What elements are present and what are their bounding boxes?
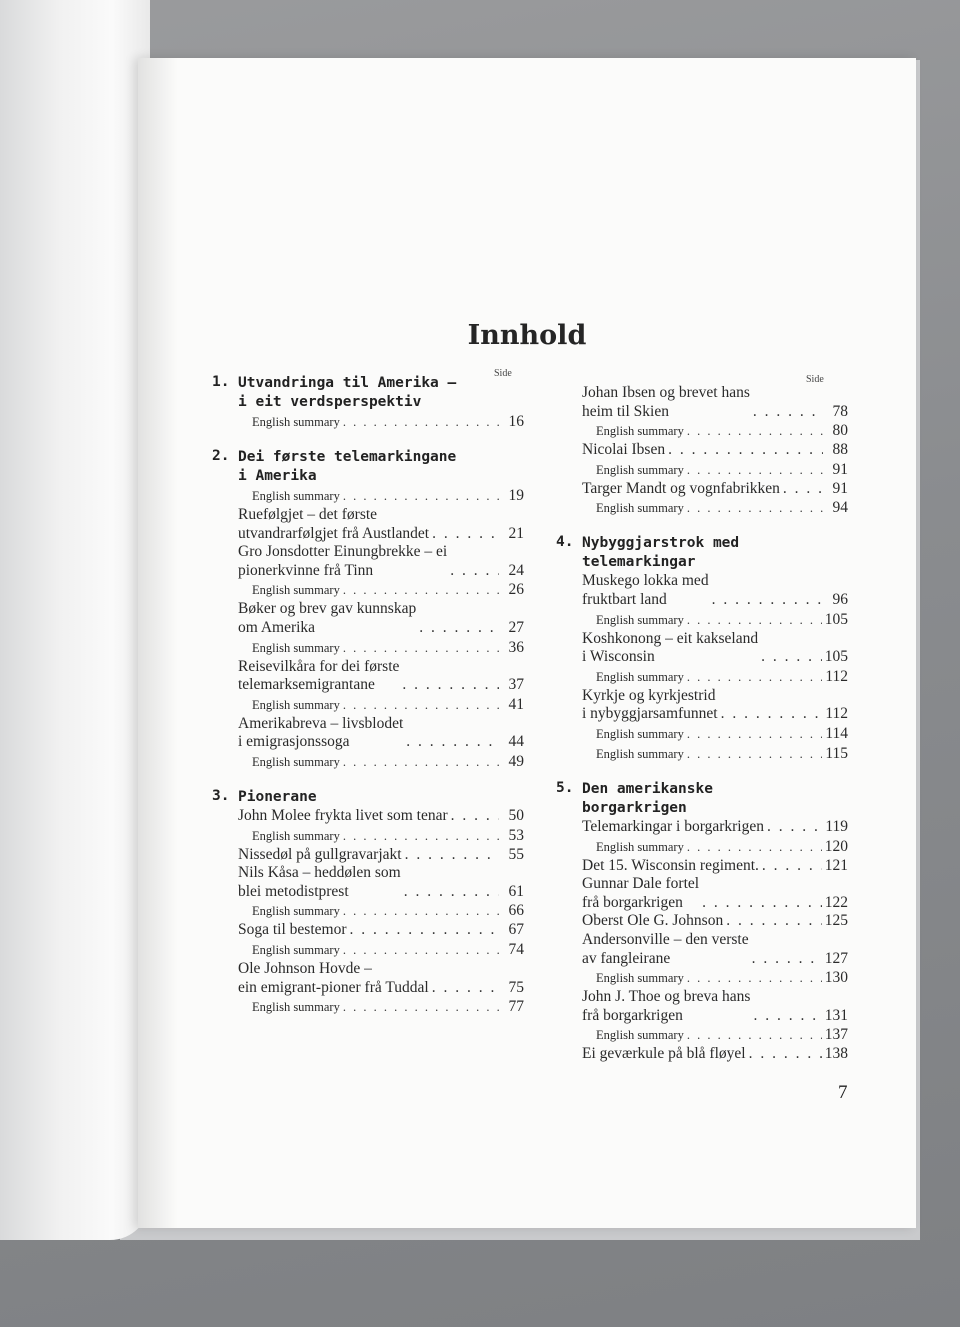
entry-title: Andersonville – den verste av fangleirane bbox=[582, 930, 749, 967]
dot-leader bbox=[419, 619, 499, 638]
toc-entry bbox=[238, 846, 524, 865]
entry-page-number: 36 bbox=[508, 638, 524, 656]
entry-title: English summary bbox=[596, 501, 684, 516]
entry-page-number: 120 bbox=[824, 837, 848, 855]
toc-summary-entry bbox=[596, 968, 848, 988]
dot-leader bbox=[343, 998, 499, 1017]
toc-entry bbox=[582, 931, 848, 968]
entry-title: Gunnar Dale fortel frå borgarkrigen bbox=[582, 875, 700, 911]
entry-page-number: 41 bbox=[508, 695, 524, 713]
entry-page-number: 50 bbox=[508, 806, 524, 824]
entry-title: English summary bbox=[596, 612, 684, 627]
toc-summary-entry bbox=[252, 695, 524, 715]
entry-title: English summary bbox=[252, 697, 340, 712]
entry-title: Ole Johnson Hovde – ein emigrant-pioner frå Tuddal bbox=[238, 959, 429, 996]
toc-chapter bbox=[556, 534, 848, 764]
dot-leader bbox=[687, 969, 822, 988]
entry-page-number: 24 bbox=[508, 561, 524, 579]
entry-title: Bøker og brev gav kunnskap om Amerika bbox=[238, 600, 417, 636]
entry-title: John J. Thoe og breva hans frå borgarkrigen bbox=[582, 988, 751, 1024]
entry-title: Nicolai Ibsen bbox=[582, 441, 666, 459]
entry-title: Muskego lokka med fruktbart land bbox=[582, 572, 709, 608]
toc-chapter bbox=[212, 374, 524, 432]
dot-leader bbox=[702, 894, 822, 913]
dot-leader bbox=[712, 591, 823, 610]
entry-title: Targer Mandt og vognfabrikken bbox=[582, 479, 780, 497]
entry-page-number: 131 bbox=[824, 1006, 848, 1024]
entry-page-number: 53 bbox=[508, 826, 524, 844]
toc-entry bbox=[582, 384, 848, 421]
left-page bbox=[0, 0, 150, 1240]
toc-summary-entry bbox=[596, 460, 848, 480]
entry-title: English summary bbox=[252, 489, 340, 503]
page-gutter-shadow bbox=[138, 58, 178, 1228]
entry-title: English summary bbox=[596, 424, 684, 439]
dot-leader bbox=[343, 581, 499, 600]
dot-leader bbox=[343, 753, 499, 772]
dot-leader bbox=[687, 422, 823, 441]
toc-chapter bbox=[212, 448, 524, 772]
dot-leader bbox=[753, 403, 823, 422]
entry-title: Reisevilkåra for dei første telemarksemigrantane bbox=[238, 657, 400, 694]
entry-title: English summary bbox=[252, 904, 340, 919]
entry-title: Ruefølgjet – det første utvandrarfølgjet frå Austlandet bbox=[238, 506, 430, 542]
toc-summary-entry bbox=[596, 610, 848, 630]
entry-page-number: 105 bbox=[824, 648, 848, 666]
entry-title: Oberst Ole G. Johnson bbox=[582, 912, 724, 930]
dot-leader bbox=[752, 950, 822, 969]
dot-leader bbox=[687, 745, 822, 764]
entry-page-number: 55 bbox=[508, 845, 524, 863]
side-label: Side bbox=[494, 368, 512, 379]
dot-leader bbox=[721, 705, 823, 724]
toc-entry bbox=[582, 875, 848, 912]
dot-leader bbox=[406, 733, 499, 752]
dot-leader bbox=[350, 921, 500, 940]
entry-page-number: 44 bbox=[508, 733, 524, 751]
entry-title: English summary bbox=[596, 726, 684, 741]
toc-entry bbox=[238, 715, 524, 752]
dot-leader bbox=[687, 668, 822, 687]
entry-title: Telemarkingar i borgarkrigen bbox=[582, 817, 764, 835]
entry-page-number: 21 bbox=[508, 524, 524, 542]
toc-left-list bbox=[212, 370, 524, 1017]
entry-page-number: 49 bbox=[508, 752, 524, 770]
toc-entry bbox=[582, 630, 848, 667]
entry-page-number: 121 bbox=[824, 856, 848, 874]
dot-leader bbox=[687, 611, 822, 630]
entry-title: English summary bbox=[596, 669, 684, 684]
entry-title: Johan Ibsen og brevet hans heim til Skien bbox=[582, 384, 750, 420]
toc-entry bbox=[582, 818, 848, 837]
dot-leader bbox=[343, 639, 499, 658]
toc-summary-entry bbox=[596, 498, 848, 518]
entry-title: English summary bbox=[252, 1000, 340, 1015]
entry-page-number: 66 bbox=[508, 902, 524, 920]
dot-leader bbox=[432, 979, 499, 998]
entry-page-number: 138 bbox=[824, 1045, 848, 1063]
entry-page-number: 80 bbox=[832, 422, 848, 440]
dot-leader bbox=[343, 413, 499, 432]
entry-title: Kyrkje og kyrkjestrid i nybyggjarsamfunnet bbox=[582, 686, 718, 723]
dot-leader bbox=[687, 1026, 822, 1045]
book-page bbox=[138, 58, 916, 1228]
entry-title: Koshkonong – eit kakseland i Wisconsin bbox=[582, 629, 759, 666]
entry-page-number: 127 bbox=[824, 949, 848, 967]
toc-entry bbox=[582, 1045, 848, 1064]
side-label: Side bbox=[806, 374, 824, 385]
chapter-number: 2. bbox=[212, 448, 230, 464]
entry-title: English summary bbox=[252, 754, 340, 769]
entry-title: English summary bbox=[252, 942, 340, 957]
dot-leader bbox=[687, 461, 823, 480]
dot-leader bbox=[687, 838, 822, 857]
chapter-title: Pionerane bbox=[238, 788, 317, 805]
entry-title: Det 15. Wisconsin regiment. bbox=[582, 856, 759, 874]
toc-entry bbox=[238, 921, 524, 940]
toc-entry bbox=[238, 506, 524, 543]
toc-entry bbox=[238, 864, 524, 901]
dot-leader bbox=[405, 846, 499, 865]
entry-page-number: 119 bbox=[825, 817, 848, 835]
entry-page-number: 67 bbox=[508, 921, 524, 939]
entry-page-number: 78 bbox=[832, 402, 848, 420]
dot-leader bbox=[767, 818, 822, 837]
entry-page-number: 75 bbox=[508, 978, 524, 996]
toc-summary-entry bbox=[596, 744, 848, 764]
entry-page-number: 27 bbox=[508, 618, 524, 636]
toc-entry bbox=[582, 988, 848, 1025]
entry-title: English summary bbox=[596, 746, 684, 761]
toc-summary-entry bbox=[252, 580, 524, 600]
page-title: Innhold bbox=[467, 320, 587, 351]
dot-leader bbox=[726, 912, 822, 931]
dot-leader bbox=[343, 696, 499, 715]
dot-leader bbox=[687, 725, 822, 744]
toc-summary-entry bbox=[252, 901, 524, 921]
entry-title: John Molee frykta livet som tenar bbox=[238, 806, 448, 824]
dot-leader bbox=[753, 1007, 821, 1026]
entry-page-number: 94 bbox=[832, 499, 848, 517]
dot-leader bbox=[343, 941, 499, 960]
entry-page-number: 96 bbox=[832, 590, 848, 608]
toc-summary-entry bbox=[252, 752, 524, 772]
toc-entry bbox=[238, 543, 524, 580]
entry-page-number: 122 bbox=[824, 893, 848, 911]
entry-title: Ei geværkule på blå fløyel bbox=[582, 1045, 746, 1063]
entry-title: English summary bbox=[596, 1028, 684, 1043]
toc-summary-entry bbox=[596, 724, 848, 744]
toc-entry bbox=[582, 912, 848, 931]
toc-summary-entry bbox=[252, 412, 524, 432]
dot-leader bbox=[404, 883, 499, 902]
entry-title: Nissedøl på gullgravarjakt bbox=[238, 845, 402, 863]
entry-title: Nils Kåsa – heddølen som blei metodistprest bbox=[238, 864, 401, 900]
toc-chapter bbox=[556, 384, 848, 518]
entry-title: Amerikabreva – livsblodet i emigrasjonssoga bbox=[238, 714, 404, 751]
toc-entry bbox=[582, 441, 848, 460]
toc-entry bbox=[238, 658, 524, 695]
entry-page-number: 112 bbox=[825, 667, 848, 685]
chapter-title: Nybyggjarstrok med telemarkingar bbox=[582, 535, 740, 571]
entry-page-number: 114 bbox=[825, 724, 848, 742]
entry-page-number: 112 bbox=[825, 705, 848, 723]
dot-leader bbox=[687, 499, 823, 518]
toc-entry bbox=[238, 960, 524, 997]
dot-leader bbox=[432, 525, 499, 544]
dot-leader bbox=[343, 902, 499, 921]
toc-entry bbox=[238, 600, 524, 637]
toc-summary-entry bbox=[252, 638, 524, 658]
toc-right-list bbox=[556, 370, 848, 1064]
toc-entry bbox=[582, 687, 848, 724]
entry-page-number: 115 bbox=[825, 744, 848, 762]
entry-page-number: 88 bbox=[832, 441, 848, 459]
toc-summary-entry bbox=[252, 826, 524, 846]
entry-page-number: 91 bbox=[832, 460, 848, 478]
toc-chapter bbox=[212, 788, 524, 1017]
toc-right-column bbox=[556, 370, 848, 1064]
entry-title: English summary bbox=[252, 640, 340, 655]
entry-title: English summary bbox=[596, 839, 684, 854]
entry-page-number: 77 bbox=[508, 998, 524, 1016]
toc-summary-entry bbox=[252, 486, 524, 506]
toc-chapter bbox=[556, 780, 848, 1064]
toc-left-column bbox=[212, 370, 524, 1017]
entry-page-number: 19 bbox=[508, 487, 524, 504]
dot-leader bbox=[450, 562, 499, 581]
toc-summary-entry bbox=[252, 940, 524, 960]
entry-title: English summary bbox=[596, 462, 684, 477]
entry-title: English summary bbox=[252, 828, 340, 843]
dot-leader bbox=[761, 648, 822, 667]
toc-entry bbox=[238, 807, 524, 826]
entry-title: English summary bbox=[252, 583, 340, 598]
chapter-number: 3. bbox=[212, 787, 230, 804]
toc-summary-entry bbox=[596, 421, 848, 441]
entry-page-number: 137 bbox=[824, 1026, 848, 1044]
entry-page-number: 26 bbox=[508, 581, 524, 599]
entry-title: English summary bbox=[252, 415, 340, 429]
toc-entry bbox=[582, 480, 848, 499]
entry-page-number: 61 bbox=[508, 882, 524, 900]
dot-leader bbox=[749, 1045, 822, 1064]
chapter-title: Dei første telemarkingane i Amerika bbox=[238, 449, 457, 484]
dot-leader bbox=[451, 807, 499, 826]
chapter-title: Utvandringa til Amerika – i eit verdsperspektiv bbox=[238, 375, 457, 410]
entry-page-number: 16 bbox=[508, 413, 524, 430]
dot-leader bbox=[402, 676, 499, 695]
toc-summary-entry bbox=[252, 997, 524, 1017]
dot-leader bbox=[783, 480, 823, 499]
toc-summary-entry bbox=[596, 837, 848, 857]
entry-page-number: 37 bbox=[508, 676, 524, 694]
entry-page-number: 130 bbox=[824, 969, 848, 987]
toc-entry bbox=[582, 857, 848, 876]
entry-page-number: 125 bbox=[824, 912, 848, 930]
entry-page-number: 91 bbox=[832, 479, 848, 497]
toc-summary-entry bbox=[596, 1025, 848, 1045]
chapter-number: 5. bbox=[556, 779, 574, 796]
entry-title: Soga til bestemor bbox=[238, 921, 347, 939]
chapter-title: Den amerikanske borgarkrigen bbox=[582, 780, 713, 816]
dot-leader bbox=[668, 441, 823, 460]
page-number: 7 bbox=[838, 1082, 848, 1103]
toc-entry bbox=[582, 572, 848, 609]
chapter-number: 1. bbox=[212, 374, 230, 390]
entry-title: Gro Jonsdotter Einungbrekke – ei pionerkvinne frå Tinn bbox=[238, 543, 448, 579]
toc-summary-entry bbox=[596, 667, 848, 687]
dot-leader bbox=[343, 827, 499, 846]
entry-page-number: 74 bbox=[508, 940, 524, 958]
dot-leader bbox=[343, 487, 499, 506]
chapter-number: 4. bbox=[556, 534, 574, 551]
entry-title: English summary bbox=[596, 971, 684, 986]
entry-page-number: 105 bbox=[824, 610, 848, 628]
dot-leader bbox=[762, 857, 822, 876]
